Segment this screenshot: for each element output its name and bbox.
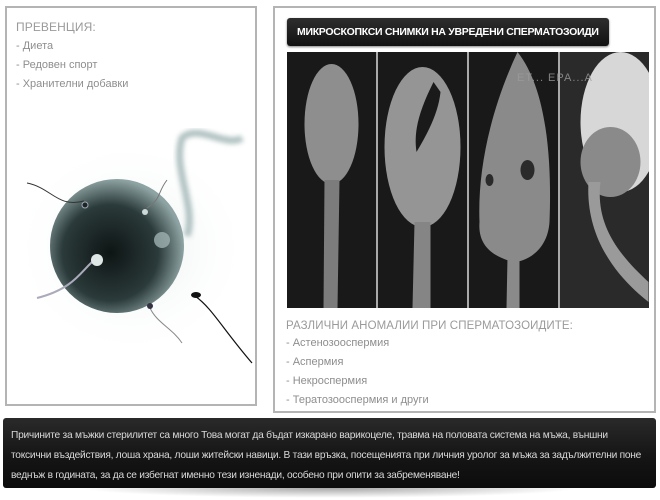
sperm-vacuoles-icon bbox=[469, 52, 558, 308]
sperm-image-2 bbox=[378, 52, 469, 308]
anomaly-item: - Тератозооспермия и други bbox=[286, 394, 429, 406]
anomaly-item: - Аспермия bbox=[286, 356, 344, 368]
sperm-ruptured-icon bbox=[378, 52, 467, 308]
anomalies-list bbox=[286, 334, 429, 410]
info-box bbox=[3, 418, 656, 488]
anomaly-item: - Астенозооспермия bbox=[286, 337, 390, 349]
sperm-image-4 bbox=[560, 52, 649, 308]
info-text: Причините за мъжки стерилитет са много Това могат да бъдат изкарано варикоцеле, травма на половата система на мъжа, външни токсични въздействия, лоша храна, лоши житейски навици. В тази връзка, посещенията при личния уролог за мъжа за задължителни поне веднъж в годината, за да се избегнат именно тези изненади, особено при опити за забременяване! bbox=[11, 430, 642, 481]
sperm-image-3 bbox=[469, 52, 560, 308]
microscopy-image-strip bbox=[287, 52, 649, 308]
microscopy-header: МИКРОСКОПКСИ СНИМКИ НА УВРЕДЕНИ СПЕРМАТОЗОИДИ bbox=[287, 18, 609, 46]
prevention-item: - Диета bbox=[16, 40, 54, 52]
egg-cell-icon bbox=[7, 128, 255, 398]
prevention-title: ПРЕВЕНЦИЯ: bbox=[16, 20, 96, 34]
prevention-list bbox=[16, 37, 128, 94]
sperm-normal-icon bbox=[287, 52, 376, 308]
sperm-damaged-icon bbox=[560, 52, 649, 308]
anomaly-item: - Некроспермия bbox=[286, 375, 368, 387]
microscopy-panel bbox=[273, 6, 656, 413]
info-box-shadow bbox=[80, 488, 580, 498]
prevention-panel bbox=[5, 6, 257, 406]
prevention-item: - Хранителни добавки bbox=[16, 78, 129, 90]
anomalies-title: РАЗЛИЧНИ АНОМАЛИИ ПРИ СПЕРМАТОЗОИДИТЕ: bbox=[286, 320, 573, 332]
watermark: ЕТ... ЕРА...А bbox=[517, 72, 593, 84]
sperm-image-1 bbox=[287, 52, 378, 308]
prevention-item: - Редовен спорт bbox=[16, 59, 98, 71]
